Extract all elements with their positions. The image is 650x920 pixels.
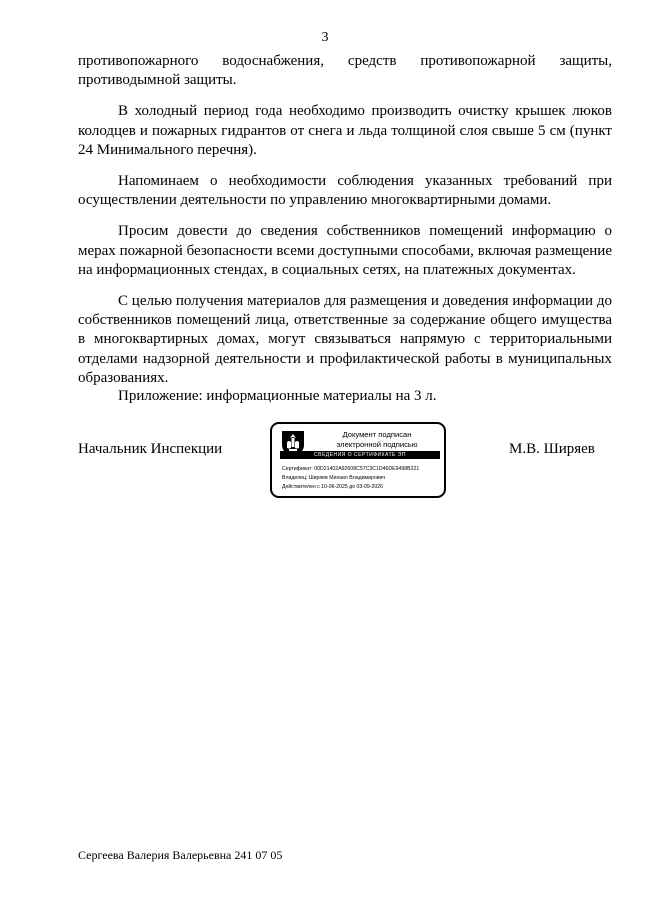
paragraph-hydrants: В холодный период года необходимо производить очистку крышек люков колодцев и пожарных гидрантов от снега и льда толщиной слоя свыше 5 см (пункт 24 Минимального перечня). bbox=[78, 103, 612, 158]
signer-title: Начальник Инспекции bbox=[78, 441, 223, 457]
letter-body bbox=[78, 52, 612, 388]
stamp-band: СВЕДЕНИЯ О СЕРТИФИКАТЕ ЭП bbox=[280, 451, 440, 459]
signer-name: М.В. Ширяев bbox=[509, 441, 595, 457]
attachment-note: Приложение: информационные материалы на 3 л. bbox=[118, 388, 437, 404]
electronic-signature-stamp bbox=[270, 422, 446, 498]
executor-footer: Сергеева Валерия Валерьевна 241 07 05 bbox=[78, 848, 283, 862]
stamp-certificate: Сертификат: 00D21402A92608C57C3C1D46DE9498B221 bbox=[282, 466, 420, 472]
stamp-validity: Действителен с 10-06-2025 до 03-09-2026 bbox=[282, 484, 384, 490]
paragraph-materials: С целью получения материалов для размещения и доведения информации до собственников помещений лица, ответственные за содержание общего имущества в многоквартирных домах, могут связываться напрямую с территориальными отделами надзорной деятельности и профилактической работы в муниципальных образованиях. bbox=[78, 293, 612, 386]
stamp-heading bbox=[310, 430, 444, 449]
stamp-owner: Владелец: Ширяев Михаил Владимирович bbox=[282, 475, 386, 481]
paragraph-reminder: Напоминаем о необходимости соблюдения указанных требований при осуществлении деятельности по управлению многоквартирными домами. bbox=[78, 173, 612, 209]
stamp-heading-line2: электронной подписью bbox=[336, 439, 418, 449]
paragraph-continuation: противопожарного водоснабжения, средств противопожарной защиты, противодымной защиты. bbox=[78, 53, 612, 89]
paragraph-request: Просим довести до сведения собственников помещений информацию о мерах пожарной безопасности всеми доступными способами, включая размещение на информационных стендах, в социальных сетях, на платежных документах. bbox=[78, 223, 612, 278]
page-number: 3 bbox=[321, 30, 329, 45]
stamp-heading-line1: Документ подписан bbox=[342, 430, 412, 439]
